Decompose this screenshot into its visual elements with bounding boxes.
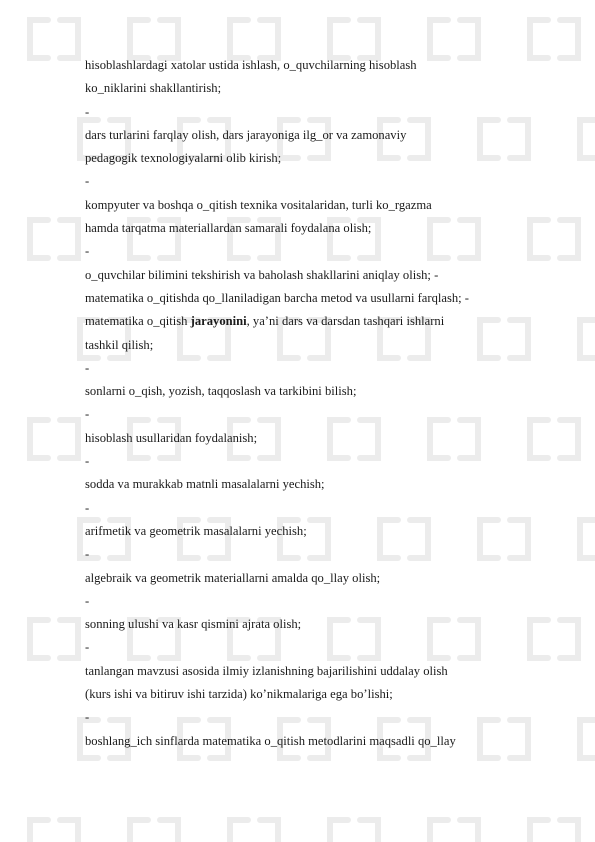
bullet-dash: - (85, 500, 90, 515)
bullet-dash: - (85, 174, 90, 189)
watermark-bracket (580, 520, 595, 558)
watermark-bracket (560, 420, 578, 458)
watermark-bracket (60, 20, 78, 58)
text-line: algebraik va geometrik materiallarni amalda qo_llay olish; (85, 570, 381, 585)
watermark-bracket (530, 820, 548, 842)
text-line: tashkil qilish; (85, 337, 154, 352)
text-line: dars turlarini farqlay olish, dars jarayoniga ilg_or va zamonaviy (85, 127, 407, 142)
text-line: (kurs ishi va bitiruv ishi tarzida) ko’nikmalariga ega bo’lishi; (85, 687, 393, 702)
document-page (85, 54, 525, 753)
watermark-bracket (260, 820, 278, 842)
watermark-bracket (30, 820, 48, 842)
bullet-dash: - (85, 407, 90, 422)
watermark-bracket (580, 320, 595, 358)
text-line (85, 310, 525, 333)
bullet-dash: - (85, 593, 90, 608)
watermark-bracket (560, 620, 578, 658)
watermark-bracket (60, 420, 78, 458)
text-line: arifmetik va geometrik masalalarni yechish; (85, 523, 307, 538)
watermark-bracket (580, 720, 595, 758)
bullet-dash: - (85, 244, 90, 259)
watermark-bracket (130, 820, 148, 842)
text-line: hamda tarqatma materiallardan samarali foydalana olish; (85, 221, 372, 236)
bullet-dash: - (85, 547, 90, 562)
watermark-bracket (160, 820, 178, 842)
watermark-bracket (230, 20, 248, 58)
watermark-bracket (330, 820, 348, 842)
text-line: pedagogik texnologiyalarni olib kirish; (85, 151, 282, 166)
watermark-bracket (30, 220, 48, 258)
watermark-bracket (530, 220, 548, 258)
watermark-bracket (530, 420, 548, 458)
watermark-bracket (430, 20, 448, 58)
watermark-bracket (130, 20, 148, 58)
text-segment: matematika o_qitish (85, 314, 191, 329)
watermark-bracket (560, 20, 578, 58)
watermark-bracket (260, 20, 278, 58)
bullet-dash: - (85, 640, 90, 655)
text-line: o_quvchilar bilimini tekshirish va baholash shakllarini aniqlay olish; - (85, 267, 439, 282)
watermark-bracket (430, 820, 448, 842)
watermark-bracket (560, 820, 578, 842)
watermark-bracket (360, 20, 378, 58)
bold-word: jarayonini (190, 314, 247, 329)
text-line: boshlang_ich sinflarda matematika o_qitish metodlarini maqsadli qo_llay (85, 733, 456, 748)
watermark-bracket (560, 220, 578, 258)
text-line: sodda va murakkab matnli masalalarni yechish; (85, 477, 325, 492)
watermark-bracket (460, 820, 478, 842)
text-line: sonlarni o_qish, yozish, taqqoslash va tarkibini bilish; (85, 384, 357, 399)
text-line: tanlangan mavzusi asosida ilmiy izlanishning bajarilishini uddalay olish (85, 663, 448, 678)
watermark-bracket (360, 820, 378, 842)
watermark-bracket (530, 620, 548, 658)
watermark-bracket (160, 20, 178, 58)
watermark-bracket (30, 20, 48, 58)
bullet-dash: - (85, 710, 90, 725)
watermark-bracket (230, 820, 248, 842)
text-line: matematika o_qitishda qo_llaniladigan barcha metod va usullarni farqlash; - (85, 290, 469, 305)
bullet-dash: - (85, 454, 90, 469)
watermark-bracket (60, 820, 78, 842)
watermark-bracket (30, 620, 48, 658)
watermark-bracket (460, 20, 478, 58)
watermark-bracket (60, 620, 78, 658)
bullet-dash: - (85, 104, 90, 119)
text-line: hisoblash usullaridan foydalanish; (85, 430, 258, 445)
text-segment: , ya’ni dars va darsdan tashqari ishlarni (246, 314, 445, 329)
bullet-dash: - (85, 360, 90, 375)
text-line: ko_niklarini shakllantirish; (85, 81, 222, 96)
text-line: sonning ulushi va kasr qismini ajrata olish; (85, 617, 302, 632)
watermark-bracket (530, 20, 548, 58)
text-line: kompyuter va boshqa o_qitish texnika vositalaridan, turli ko_rgazma (85, 197, 432, 212)
watermark-bracket (60, 220, 78, 258)
watermark-bracket (330, 20, 348, 58)
text-line: hisoblashlardagi xatolar ustida ishlash, o_quvchilarning hisoblash (85, 58, 417, 72)
watermark-bracket (30, 420, 48, 458)
watermark-bracket (580, 120, 595, 158)
